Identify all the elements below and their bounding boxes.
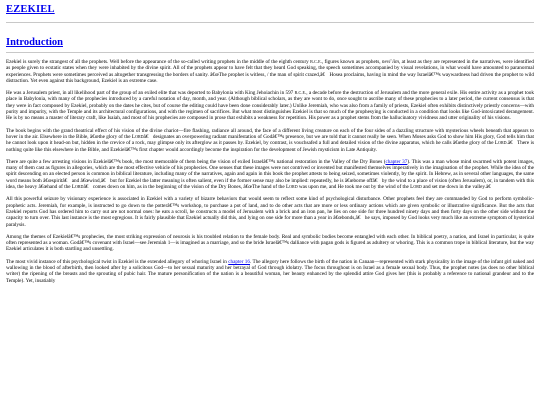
paragraph (6, 259, 534, 284)
paragraph-text: .â€ There is nothing quite like this elsewhere in the Bible, and Ezekielâ€™s first chapter would accordingly become the inspiration for the development of Jewish mysticism in Late Antiquity. (6, 140, 535, 153)
paragraph-text: and set me down in the valley.â€ (421, 184, 495, 191)
paragraph (6, 196, 534, 227)
paragraph-text: The book begins with the grand theatrical effect of his vision of the divine chariot—fire flashing, radiance all around, the face of a different living creature on each of the four sides of a dazzling structure with mysterious wheels beneath that appears to hover in the air. Elsewhere in the Bible, â€œthe glory of the (6, 127, 534, 140)
paragraph (6, 128, 534, 153)
paragraph-text: â€ comes down on him, as in the beginning of the vision of the Dry Bones, â€œThe hand of the (83, 184, 286, 191)
paragraph-text: He was a Jerusalem priest, in all likelihood part of the group of an exiled elite that was deported to Babylonia with King Jehoiachin in 597 (6, 90, 295, 97)
small-caps-text: Lord (71, 184, 84, 191)
chapter-link[interactable]: chapter 16 (228, 258, 250, 265)
italic-text: neviʿiim (381, 59, 399, 65)
paragraph-text: , a decade before the destruction of Jerusalem and the more general exile. His entire activity as a prophet took place in Babylonia, with many of the prophecies introduced by a careful notation of day, month, and year. (Although biblical scholars, as they are wont to do, once sought to ascribe many of these prophecies to a later period, the current consensus is that they were in fact composed by Ezekiel, probably on the dates he cites, but of course the editing could have been done considerably later.) Unlike Jeremiah, who was also from a family of priests, Ezekiel often exhibits distinctively priestly concerns—with purity and impurity, with the Temple and its architectural configurations, and with the regimen of sacrifices. But what most distinguishes Ezekiel is that so much of the prophesying is conducted in a condition that looks like God-intoxicated derangement. He is by no means a master of literary craft, like Isaiah, and most of his prophecies are composed in prose that exhibits a weakness for repetition. His power as a prophet stems from the hallucinatory vividness and utter originality of his visions. (6, 90, 534, 122)
chapter-link[interactable]: chapter 37 (385, 158, 408, 165)
paragraph-text: , figures known as prophets, (321, 59, 382, 65)
paragraph-text: All this powerful seizure by visionary experience is associated in Ezekiel with a variety of bizarre behaviors that would seem to reflect some kind of psychological disturbance. Other prophets feel they are commanded by God to perform symbolic-prophetic acts. Jeremiah, for example, is instructed to go down to the potterâ€™s workshop, to purchase a pot of land, and to do other acts that are more or less ordinary actions which are given symbolic or illustrative significance. But the acts that Ezekiel reports God has ordered him to carry out are not normal ones: he eats a scroll, he constructs a model of Jerusalem with a brick and an iron pan, he lies on one side for three hundred ninety days and then forty days on the other side without the capacity to turn over. This last instance is the most egregious. It is fairly plausible that Ezekiel actually did this, and lying on one side for more than a year in â€œbonds,â€ he says, imposed by God looks very much like an extreme symptom of hysterical paralysis. (6, 196, 534, 228)
paragraph-text: â€ designates an overpowering radiant manifestation of Godâ€™s presence, but we are told that it cannot really be seen. When Moses asks God to show him His glory, God tells him that he cannot look upon it head-on but, hidden in the crevice of a rock, may glimpse only its afterglow as it passes by. Ezekiel, by contrast, is vouchsafed a full and detailed vision of the divine apparatus, which he calls â€œthe glory of the (6, 133, 534, 147)
page (6, 0, 534, 284)
paragraph-text: Among the themes of Ezekielâ€™s prophecies, the most striking expression of neurosis is his troubled relation to the female body. Real and symbolic bodies become entangled with each other. In biblical poetry, a nation, and Israel in particular, is quite often represented as a woman. Godâ€™s covenant with Israel—see Jeremiah 1—is imagined as a marriage, and so the bride Israelâ€™s dalliance with pagan gods is figured as adultery or whoring. This is a common trope in biblical literature, but the way Ezekiel articulates it is both startling and unsettling. (6, 233, 534, 253)
paragraph-text: , at least as they are represented in the narratives, were identified as people given to ecstatic states when they were inhabited by the divine spirit. All of the prophets appear to have felt that they heard God speaking, the speech sometimes accompanied by visual revelations, in what would have amounted to paranormal experiences. Prophets were sometimes perceived as altogether transgressing the borders of sanity. â€œThe prophet is witless, / the man of spirit crazed,â€ Hosea proclaims, having in mind the way Israelâ€™s waywardness had driven the prophet to wild distraction. Yet even against this background, Ezekiel is an extreme case. (6, 59, 534, 84)
paragraph-text: was upon me, and He took me out by the wind of the (297, 184, 411, 191)
paragraph-text: Ezekiel is surely the strangest of all the prophets. Well before the appearance of the so-called writing prophets in the middle of the eighth century (6, 59, 311, 65)
paragraph-text: . The allegory here follows the birth of the nation in Canaan—represented with stark physicality in the image of the infant girl naked and wallowing in the blood of afterbirth, then looked after by a solicitous God—to her sexual maturity and her betrayal of God through idolatry. The focus throughout is on Israel as a female sexual body. Thus, the prophet notes (as does no other biblical writer) the ripening of the breasts and the sprouting of pubic hair. The mature personification of the nation is a beautiful woman, her beauty enhanced by the splendid attire God gives her (this is probably a reference to national grandeur and to the Temple). Yet, insatiably (6, 258, 535, 284)
small-caps-text: b.c.e. (310, 59, 322, 65)
divider (6, 52, 534, 53)
small-caps-text: Lord (286, 184, 298, 191)
small-caps-text: Lord (410, 184, 422, 191)
small-caps-text: b.c.e. (294, 90, 307, 97)
paragraph-text: The most vivid instance of this psychological twist in Ezekiel is the extended allegory of whoring Israel in (6, 258, 229, 265)
paragraph-text: ). This was a man whose mind swarmed with potent images, many of them cast as figures in allegories, which are the most effective vehicle of his prophecies. One senses that these images were not contrived or invented but manifested themselves imperatively in the imagination of the prophet. While the idea of the spirit descending on an elected person is common in biblical literature, including many of the narratives, again and again in this book the prophet attests to being seized, sometimes violently, by the spirit. In Hebrew, as in several other languages, the same word means both â€œspiritâ€ and â€œwind,â€ but for Ezekiel the latter meaning is often salient, even if the former sense may also be implied: repeatedly, he is â€œborne offâ€ by the wind to a place of vision (often Jerusalem), or, in tandem with this idea, the heavy â€œhand of the (6, 158, 534, 191)
divider (6, 22, 534, 23)
paragraph-text: There are quite a few arresting visions in Ezekielâ€™s book, the most memorable of them being the vision of exiled Israelâ€™s national restoration in the Valley of the Dry Bones ( (6, 158, 386, 165)
paragraph (6, 159, 534, 190)
section-title[interactable]: Introduction (6, 37, 63, 48)
paragraph (6, 234, 534, 253)
book-title[interactable]: EZEKIEL (6, 4, 55, 15)
small-caps-text: Lord (494, 140, 507, 147)
small-caps-text: Lord (131, 133, 144, 140)
paragraph (6, 59, 534, 84)
paragraph (6, 90, 534, 121)
article-body (6, 59, 534, 284)
